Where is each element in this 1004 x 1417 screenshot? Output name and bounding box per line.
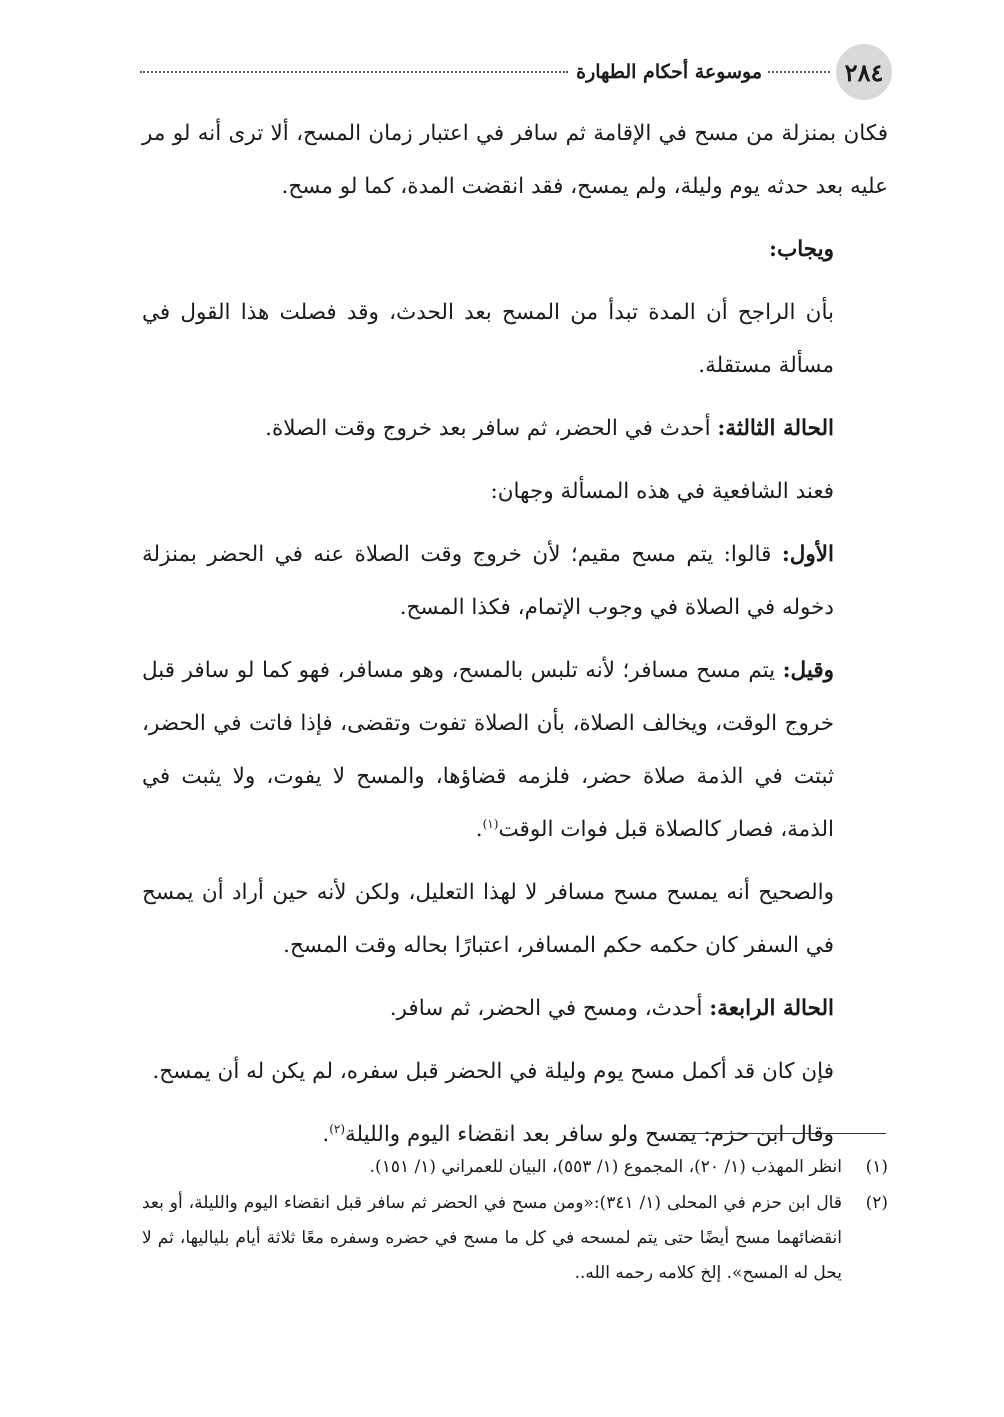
footnote — [142, 1150, 888, 1185]
footnote-separator — [678, 1133, 886, 1134]
paragraph-text: أحدث في الحضر، ثم سافر بعد خروج وقت الصلاة. — [265, 416, 718, 441]
paragraph-text: فإن كان قد أكمل مسح يوم وليلة في الحضر قبل سفره، لم يكن له أن يمسح. — [152, 1059, 834, 1084]
paragraph — [142, 465, 888, 518]
paragraph-heading: الحالة الرابعة: — [709, 996, 834, 1021]
paragraph — [142, 982, 888, 1035]
paragraph-text: يتم مسح مسافر؛ لأنه تلبس بالمسح، وهو مسافر، فهو كما لو سافر قبل خروج الوقت، ويخالف الصلاة، بأن الصلاة تفوت وتقضى، فإذا فاتت في الحضر، ثبتت في الذمة صلاة حضر، فلزمه قضاؤها، والمسح لا يفوت، ولا يثبت في الذمة، فصار كالصلاة قبل فوات الوقت — [142, 658, 834, 842]
footnote-text: قال ابن حزم في المحلى (١/ ٣٤١):«ومن مسح في الحضر ثم سافر قبل انقضاء اليوم والليلة، أو بعد انقضائهما مسح أيضًا حتى يتم لمسحه في كل ما مسح في حضره وسفره معًا ثلاثة أيام بلياليها، ثم لا يحل له المسح». إلخ كلامه رحمه الله.. — [142, 1193, 842, 1283]
footnote-number: (١) — [865, 1157, 888, 1177]
paragraph-text: فعند الشافعية في هذه المسألة وجهان: — [490, 479, 834, 504]
footnote-reference[interactable]: (١) — [482, 816, 499, 831]
paragraph-text: وقال ابن حزم: يمسح ولو سافر بعد انقضاء اليوم والليلة — [345, 1122, 834, 1147]
paragraph-heading: الحالة الثالثة: — [717, 416, 834, 441]
paragraph-heading: ويجاب: — [769, 237, 834, 262]
paragraph — [142, 223, 888, 276]
paragraph-text: بأن الراجح أن المدة تبدأ من المسح بعد الحدث، وقد فصلت هذا القول في مسألة مستقلة. — [142, 300, 834, 378]
paragraph — [142, 286, 888, 392]
paragraph-text: والصحيح أنه يمسح مسح مسافر لا لهذا التعليل، ولكن لأنه حين أراد أن يمسح في السفر كان حكمه حكم المسافر، اعتبارًا بحاله وقت المسح. — [142, 880, 834, 958]
paragraph — [142, 866, 888, 972]
paragraph — [142, 402, 888, 455]
footnotes — [142, 1150, 888, 1292]
paragraph-text: . — [475, 817, 483, 842]
footnote-text: انظر المهذب (١/ ٢٠)، المجموع (١/ ٥٥٣)، البيان للعمراني (١/ ١٥١). — [369, 1157, 842, 1177]
paragraph-text: أحدث، ومسح في الحضر، ثم سافر. — [389, 996, 710, 1021]
footnote — [142, 1186, 888, 1291]
paragraph — [142, 644, 888, 856]
paragraph — [142, 107, 888, 213]
main-text — [142, 107, 888, 1171]
header-dotted-rule — [768, 71, 830, 73]
header-dotted-rule — [140, 71, 568, 73]
paragraph-text: فكان بمنزلة من مسح في الإقامة ثم سافر في اعتبار زمان المسح، ألا ترى أنه لو مر عليه بعد حدثه يوم وليلة، ولم يمسح، فقد انقضت المدة، كما لو مسح. — [142, 121, 888, 199]
footnote-number: (٢) — [865, 1193, 888, 1213]
page-number: ٢٨٤ — [836, 44, 892, 100]
paragraph-heading: وقيل: — [782, 658, 834, 683]
paragraph — [142, 528, 888, 634]
paragraph-heading: الأول: — [781, 542, 834, 567]
footnote-reference[interactable]: (٢) — [329, 1121, 346, 1136]
running-title: موسوعة أحكام الطهارة — [576, 61, 762, 83]
paragraph-text: قالوا: يتم مسح مقيم؛ لأن خروج وقت الصلاة عنه في الحضر بمنزلة دخوله في الصلاة في وجوب الإتمام، فكذا المسح. — [142, 542, 834, 620]
paragraph-text: . — [322, 1122, 330, 1147]
page-header — [140, 44, 892, 100]
paragraph — [142, 1045, 888, 1098]
